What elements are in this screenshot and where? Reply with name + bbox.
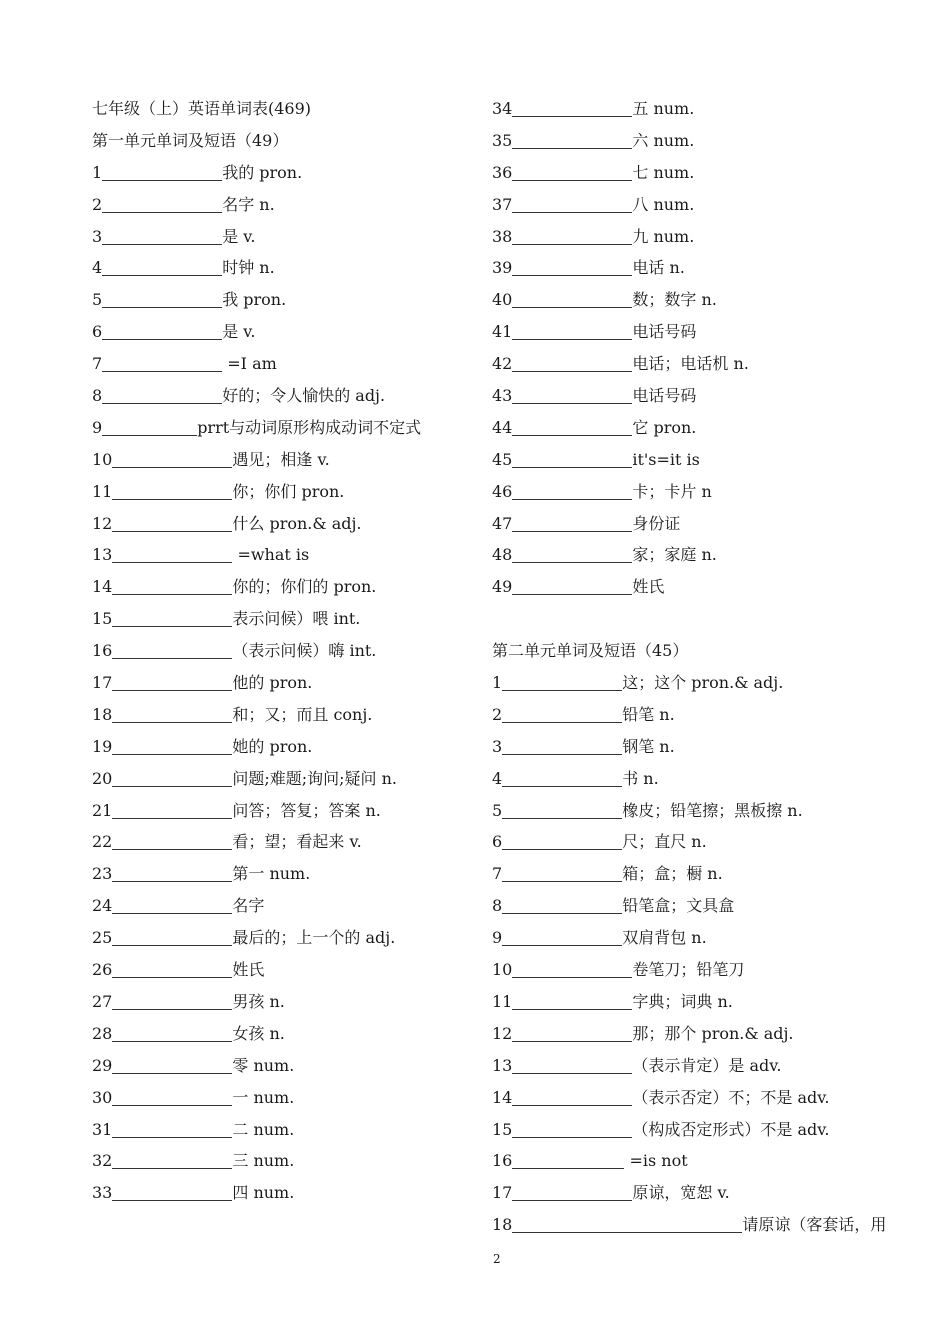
item-definition: 电话号码 <box>632 322 697 342</box>
item-number: 14 <box>92 577 113 597</box>
item-definition: 姓氏 <box>232 960 265 980</box>
answer-blank[interactable] <box>512 98 632 117</box>
answer-blank[interactable] <box>502 800 622 819</box>
item-definition: 三 num. <box>232 1151 295 1171</box>
answer-blank[interactable] <box>502 863 622 882</box>
item-definition: 什么 pron.& adj. <box>232 513 362 533</box>
answer-blank[interactable] <box>102 321 222 340</box>
item-number: 18 <box>492 1215 513 1235</box>
item-definition: 电话 n. <box>632 258 685 278</box>
answer-blank[interactable] <box>512 130 632 149</box>
answer-blank[interactable] <box>502 736 622 755</box>
vocab-item <box>492 508 922 540</box>
item-definition: （构成否定形式）不是 adv. <box>632 1119 830 1139</box>
answer-blank[interactable] <box>112 672 232 691</box>
unit1-word-list <box>92 157 462 1209</box>
item-definition: 零 num. <box>232 1055 295 1075</box>
vocab-item <box>492 954 922 986</box>
answer-blank[interactable] <box>102 289 222 308</box>
item-definition: 最后的；上一个的 adj. <box>232 928 396 948</box>
answer-blank[interactable] <box>102 226 222 245</box>
unit2-heading: 第二单元单词及短语（45） <box>492 641 689 661</box>
item-number: 6 <box>92 322 103 342</box>
unit1-word-list-continued <box>492 93 922 603</box>
item-definition: 好的；令人愉快的 adj. <box>222 386 386 406</box>
answer-blank[interactable] <box>512 481 632 500</box>
right-column <box>492 93 922 1241</box>
answer-blank[interactable] <box>102 162 222 181</box>
item-definition: it's=it is <box>632 449 700 469</box>
vocab-item <box>92 539 462 571</box>
answer-blank[interactable] <box>512 257 632 276</box>
answer-blank[interactable] <box>512 959 632 978</box>
item-number: 11 <box>92 481 113 501</box>
item-definition: 名字 <box>232 896 265 916</box>
item-definition: 第一 num. <box>232 864 311 884</box>
vocab-item <box>92 1018 462 1050</box>
item-number: 30 <box>92 1087 113 1107</box>
vocab-item <box>492 1018 922 1050</box>
item-number: 8 <box>92 386 103 406</box>
item-number: 32 <box>92 1151 113 1171</box>
item-number: 38 <box>492 226 513 246</box>
vocab-item <box>92 635 462 667</box>
item-number: 40 <box>492 290 513 310</box>
item-definition: 橡皮；铅笔擦；黑板擦 n. <box>622 800 803 820</box>
item-number: 12 <box>492 1023 513 1043</box>
item-number: 34 <box>492 99 513 118</box>
item-number: 5 <box>492 800 503 820</box>
vocab-item <box>92 508 462 540</box>
item-number: 27 <box>92 991 113 1011</box>
unit2-word-list <box>492 667 922 1241</box>
answer-blank[interactable] <box>112 831 232 850</box>
item-number: 2 <box>492 704 503 724</box>
answer-blank[interactable] <box>502 831 622 850</box>
item-number: 28 <box>92 1023 113 1043</box>
item-definition: 五 num. <box>632 99 695 118</box>
item-number: 2 <box>92 194 103 214</box>
answer-blank[interactable] <box>512 321 632 340</box>
item-number: 6 <box>492 832 503 852</box>
item-definition: 电话；电话机 n. <box>632 354 749 374</box>
answer-blank[interactable] <box>512 1119 632 1138</box>
answer-blank[interactable] <box>512 449 632 468</box>
answer-blank[interactable] <box>112 895 232 914</box>
vocab-item <box>92 954 462 986</box>
item-definition: 电话号码 <box>632 386 697 406</box>
answer-blank[interactable] <box>112 1182 232 1201</box>
item-definition: =is not <box>624 1151 688 1171</box>
item-definition: 是 v. <box>222 226 256 246</box>
item-number: 10 <box>92 449 113 469</box>
answer-blank[interactable] <box>112 1055 232 1074</box>
item-number: 4 <box>92 258 103 278</box>
answer-blank[interactable] <box>112 863 232 882</box>
vocab-item <box>492 539 922 571</box>
item-definition: prrt与动词原形构成动词不定式 <box>197 417 422 437</box>
answer-blank[interactable] <box>112 449 232 468</box>
answer-blank[interactable] <box>102 385 222 404</box>
vocab-item <box>92 284 462 316</box>
item-definition: 卷笔刀；铅笔刀 <box>632 960 745 980</box>
vocab-item <box>492 922 922 954</box>
answer-blank[interactable] <box>512 1150 624 1169</box>
item-number: 14 <box>492 1087 513 1107</box>
vocab-item <box>92 1082 462 1114</box>
item-number: 36 <box>492 162 513 182</box>
item-definition: 请原谅（客套话，用 <box>742 1215 887 1235</box>
item-definition: 二 num. <box>232 1119 295 1139</box>
answer-blank[interactable] <box>502 768 622 787</box>
vocab-item <box>92 1050 462 1082</box>
answer-blank[interactable] <box>112 768 232 787</box>
item-number: 16 <box>492 1151 513 1171</box>
vocab-item <box>92 221 462 253</box>
vocab-item <box>92 858 462 890</box>
item-number: 44 <box>492 417 513 437</box>
page-title: 七年级（上）英语单词表(469) <box>92 99 312 118</box>
item-definition: 你的；你们的 pron. <box>232 577 377 597</box>
vocab-item <box>492 189 922 221</box>
item-number: 1 <box>492 673 503 693</box>
answer-blank[interactable] <box>112 1150 232 1169</box>
vocab-item <box>92 1177 462 1209</box>
item-number: 9 <box>492 928 503 948</box>
vocab-item <box>492 731 922 763</box>
item-number: 10 <box>492 960 513 980</box>
item-definition: 字典；词典 n. <box>632 991 733 1011</box>
vocab-item <box>92 348 462 380</box>
item-number: 7 <box>92 354 103 374</box>
answer-blank[interactable] <box>512 1055 632 1074</box>
vocab-item <box>92 571 462 603</box>
vocab-item <box>92 1145 462 1177</box>
vocab-item <box>92 763 462 795</box>
answer-blank[interactable] <box>512 513 632 532</box>
answer-blank[interactable] <box>502 704 622 723</box>
item-number: 43 <box>492 386 513 406</box>
vocab-item <box>492 795 922 827</box>
item-definition: 问答；答复；答案 n. <box>232 800 381 820</box>
item-definition: 姓氏 <box>632 577 665 597</box>
answer-blank[interactable] <box>102 257 222 276</box>
vocab-item <box>492 890 922 922</box>
item-definition: 八 num. <box>632 194 695 214</box>
answer-blank[interactable] <box>102 417 197 436</box>
vocab-item <box>492 763 922 795</box>
vocab-item <box>492 444 922 476</box>
answer-blank[interactable] <box>112 959 232 978</box>
answer-blank[interactable] <box>512 544 632 563</box>
answer-blank[interactable] <box>112 544 232 563</box>
answer-blank[interactable] <box>102 194 222 213</box>
item-definition: 是 v. <box>222 322 256 342</box>
answer-blank[interactable] <box>512 576 632 595</box>
answer-blank[interactable] <box>502 895 622 914</box>
section-spacer <box>492 603 922 635</box>
item-number: 15 <box>92 609 113 629</box>
item-number: 15 <box>492 1119 513 1139</box>
answer-blank[interactable] <box>112 576 232 595</box>
item-definition: 遇见；相逢 v. <box>232 449 330 469</box>
vocab-item <box>492 826 922 858</box>
vocab-item <box>492 252 922 284</box>
vocab-item <box>92 1114 462 1146</box>
answer-blank[interactable] <box>512 991 632 1010</box>
vocab-item <box>92 476 462 508</box>
item-definition: 钢笔 n. <box>622 736 675 756</box>
item-number: 33 <box>92 1183 113 1203</box>
vocab-item <box>92 412 462 444</box>
item-definition: 家；家庭 n. <box>632 545 717 565</box>
vocab-item <box>492 699 922 731</box>
vocab-item <box>492 125 922 157</box>
item-number: 22 <box>92 832 113 852</box>
item-definition: 问题;难题;询问;疑问 n. <box>232 768 398 788</box>
item-definition: 六 num. <box>632 130 695 150</box>
item-definition: 这；这个 pron.& adj. <box>622 673 784 693</box>
answer-blank[interactable] <box>512 194 632 213</box>
item-number: 5 <box>92 290 103 310</box>
page-number: 2 <box>493 1252 501 1266</box>
item-definition: （表示肯定）是 adv. <box>632 1055 782 1075</box>
item-definition: 它 pron. <box>632 417 697 437</box>
item-number: 19 <box>92 736 113 756</box>
answer-blank[interactable] <box>512 417 632 436</box>
answer-blank[interactable] <box>112 608 232 627</box>
vocab-item <box>92 922 462 954</box>
item-definition: 尺；直尺 n. <box>622 832 707 852</box>
item-number: 16 <box>92 641 113 661</box>
item-number: 7 <box>492 864 503 884</box>
answer-blank[interactable] <box>112 1119 232 1138</box>
item-definition: 那；那个 pron.& adj. <box>632 1023 794 1043</box>
item-number: 9 <box>92 417 103 437</box>
answer-blank[interactable] <box>112 991 232 1010</box>
item-number: 18 <box>92 704 113 724</box>
answer-blank[interactable] <box>512 162 632 181</box>
item-number: 3 <box>92 226 103 246</box>
vocab-item <box>92 667 462 699</box>
item-number: 12 <box>92 513 113 533</box>
vocab-item <box>492 284 922 316</box>
answer-blank[interactable] <box>512 353 632 372</box>
item-number: 48 <box>492 545 513 565</box>
vocab-item <box>92 731 462 763</box>
item-definition: 你；你们 pron. <box>232 481 345 501</box>
item-number: 24 <box>92 896 113 916</box>
vocab-item <box>92 252 462 284</box>
item-definition: 身份证 <box>632 513 681 533</box>
item-number: 46 <box>492 481 513 501</box>
item-number: 41 <box>492 322 513 342</box>
unit1-heading: 第一单元单词及短语（49） <box>92 130 289 150</box>
item-number: 26 <box>92 960 113 980</box>
item-number: 39 <box>492 258 513 278</box>
vocab-item <box>92 986 462 1018</box>
vocab-item <box>92 795 462 827</box>
vocab-item <box>92 603 462 635</box>
vocab-item <box>492 1082 922 1114</box>
item-number: 37 <box>492 194 513 214</box>
item-definition: 我的 pron. <box>222 162 303 182</box>
vocab-item <box>92 826 462 858</box>
vocab-item <box>492 93 922 125</box>
vocab-item <box>492 667 922 699</box>
item-definition: 书 n. <box>622 768 659 788</box>
answer-blank[interactable] <box>502 927 622 946</box>
answer-blank[interactable] <box>512 385 632 404</box>
item-number: 8 <box>492 896 503 916</box>
item-number: 4 <box>492 768 503 788</box>
item-number: 31 <box>92 1119 113 1139</box>
item-definition: 他的 pron. <box>232 673 313 693</box>
item-definition: 女孩 n. <box>232 1023 285 1043</box>
item-definition: 表示问候）喂 int. <box>232 609 361 629</box>
item-definition: 卡；卡片 n <box>632 481 712 501</box>
answer-blank[interactable] <box>512 1214 742 1233</box>
item-definition: 七 num. <box>632 162 695 182</box>
answer-blank[interactable] <box>112 800 232 819</box>
item-number: 49 <box>492 577 513 597</box>
item-definition: 男孩 n. <box>232 991 285 1011</box>
item-definition: 时钟 n. <box>222 258 275 278</box>
item-number: 1 <box>92 162 103 182</box>
item-definition: （表示否定）不；不是 adv. <box>632 1087 830 1107</box>
item-definition: 我 pron. <box>222 290 287 310</box>
answer-blank[interactable] <box>502 672 622 691</box>
vocab-item <box>492 1209 922 1241</box>
vocab-item <box>492 157 922 189</box>
answer-blank[interactable] <box>112 513 232 532</box>
item-definition: 双肩背包 n. <box>622 928 707 948</box>
item-number: 11 <box>492 991 513 1011</box>
answer-blank[interactable] <box>112 481 232 500</box>
item-definition: （表示问候）嗨 int. <box>232 641 377 661</box>
answer-blank[interactable] <box>112 927 232 946</box>
vocab-item <box>492 571 922 603</box>
vocab-item <box>492 1050 922 1082</box>
answer-blank[interactable] <box>112 704 232 723</box>
vocab-item <box>492 412 922 444</box>
vocab-item <box>492 1177 922 1209</box>
left-column <box>92 93 462 1209</box>
item-definition: =what is <box>232 545 310 565</box>
item-number: 25 <box>92 928 113 948</box>
item-definition: 名字 n. <box>222 194 275 214</box>
item-definition: 九 num. <box>632 226 695 246</box>
item-definition: 四 num. <box>232 1183 295 1203</box>
vocab-item <box>492 858 922 890</box>
vocab-item <box>492 380 922 412</box>
vocab-item <box>92 189 462 221</box>
item-definition: 和；又；而且 conj. <box>232 704 373 724</box>
item-definition: 铅笔盒；文具盒 <box>622 896 735 916</box>
item-definition: 看；望；看起来 v. <box>232 832 362 852</box>
answer-blank[interactable] <box>112 640 232 659</box>
item-number: 17 <box>492 1183 513 1203</box>
item-number: 29 <box>92 1055 113 1075</box>
vocab-item <box>492 1114 922 1146</box>
answer-blank[interactable] <box>512 1087 632 1106</box>
vocab-item <box>92 316 462 348</box>
vocab-item <box>92 380 462 412</box>
vocab-item <box>492 348 922 380</box>
vocab-item <box>492 986 922 1018</box>
item-number: 13 <box>492 1055 513 1075</box>
item-definition: 原谅，宽恕 v. <box>632 1183 730 1203</box>
item-number: 23 <box>92 864 113 884</box>
answer-blank[interactable] <box>512 226 632 245</box>
answer-blank[interactable] <box>112 1087 232 1106</box>
item-definition: 铅笔 n. <box>622 704 675 724</box>
item-number: 45 <box>492 449 513 469</box>
item-definition: 箱；盒；橱 n. <box>622 864 723 884</box>
item-definition: 数；数字 n. <box>632 290 717 310</box>
item-number: 21 <box>92 800 113 820</box>
vocab-item <box>92 444 462 476</box>
item-number: 20 <box>92 768 113 788</box>
answer-blank[interactable] <box>112 736 232 755</box>
vocab-item <box>92 157 462 189</box>
answer-blank[interactable] <box>102 353 222 372</box>
item-definition: 她的 pron. <box>232 736 313 756</box>
item-number: 35 <box>492 130 513 150</box>
item-number: 3 <box>492 736 503 756</box>
answer-blank[interactable] <box>112 1023 232 1042</box>
answer-blank[interactable] <box>512 1023 632 1042</box>
vocab-item <box>492 221 922 253</box>
item-number: 13 <box>92 545 113 565</box>
answer-blank[interactable] <box>512 1182 632 1201</box>
vocab-item <box>92 699 462 731</box>
item-number: 47 <box>492 513 513 533</box>
item-number: 42 <box>492 354 513 374</box>
vocab-item <box>92 890 462 922</box>
item-definition: 一 num. <box>232 1087 295 1107</box>
item-definition: =I am <box>222 354 277 374</box>
answer-blank[interactable] <box>512 289 632 308</box>
vocab-item <box>492 316 922 348</box>
vocab-item <box>492 476 922 508</box>
vocab-item <box>492 1145 922 1177</box>
item-number: 17 <box>92 673 113 693</box>
